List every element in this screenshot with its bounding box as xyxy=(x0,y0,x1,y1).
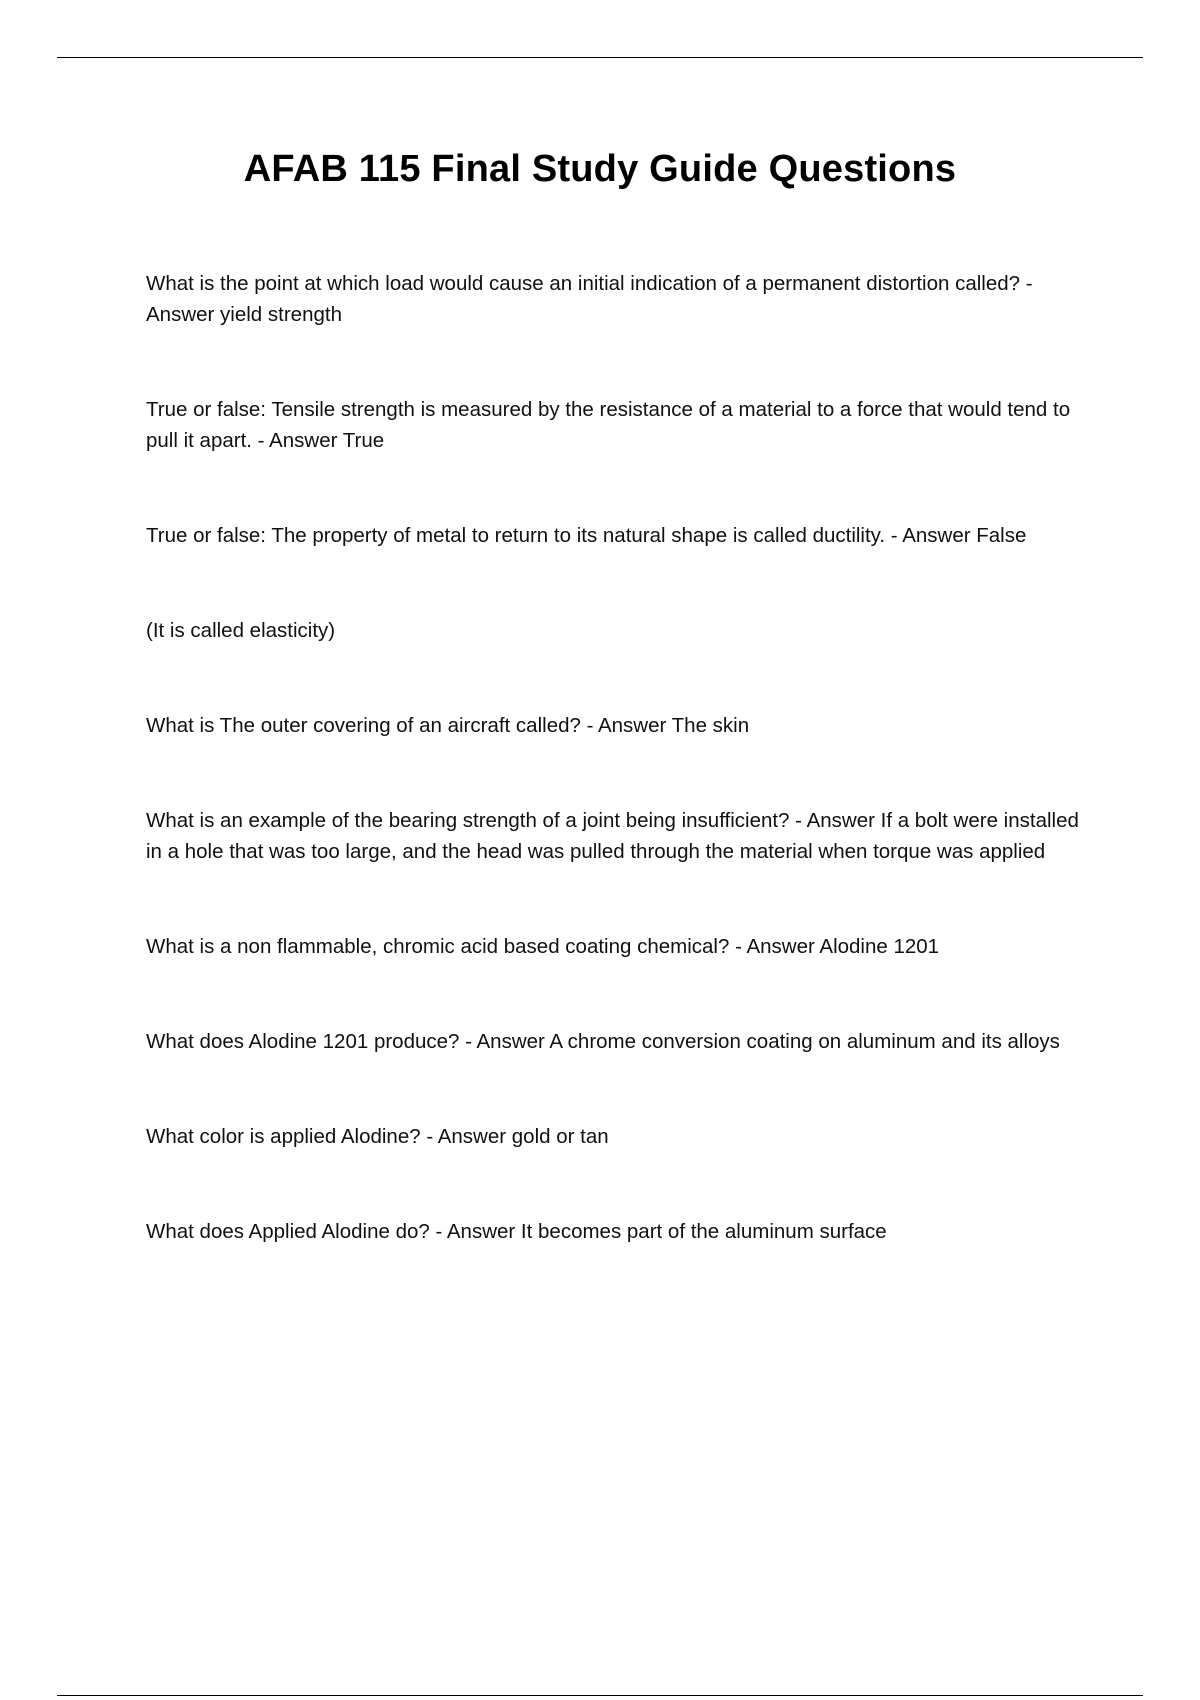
qa-item-1: What is the point at which load would cause an initial indication of a permanent distortion called? - Answer yield strength xyxy=(146,272,1033,326)
qa-item-4: What is The outer covering of an aircraft called? - Answer The skin xyxy=(146,714,750,737)
bottom-rule xyxy=(57,1695,1143,1696)
qa-item-2: True or false: Tensile strength is measured by the resistance of a material to a force that would tend to pull it apart. - Answer True xyxy=(146,398,1071,452)
top-rule xyxy=(57,57,1143,58)
qa-item-6: What is a non flammable, chromic acid based coating chemical? - Answer Alodine 1201 xyxy=(146,935,940,958)
question-list xyxy=(146,268,1086,1311)
qa-item-9: What does Applied Alodine do? - Answer It becomes part of the aluminum surface xyxy=(146,1220,887,1243)
qa-item-7: What does Alodine 1201 produce? - Answer A chrome conversion coating on aluminum and its alloys xyxy=(146,1030,1060,1053)
qa-item-3: True or false: The property of metal to return to its natural shape is called ductility. - Answer False xyxy=(146,524,1027,547)
qa-item-8: What color is applied Alodine? - Answer gold or tan xyxy=(146,1125,609,1148)
qa-note-elasticity: (It is called elasticity) xyxy=(146,619,336,642)
page-title: AFAB 115 Final Study Guide Questions xyxy=(243,148,957,190)
qa-item-5: What is an example of the bearing strength of a joint being insufficient? - Answer If a bolt were installed in a hole that was too large, and the head was pulled through the material when torque was applied xyxy=(146,809,1079,863)
